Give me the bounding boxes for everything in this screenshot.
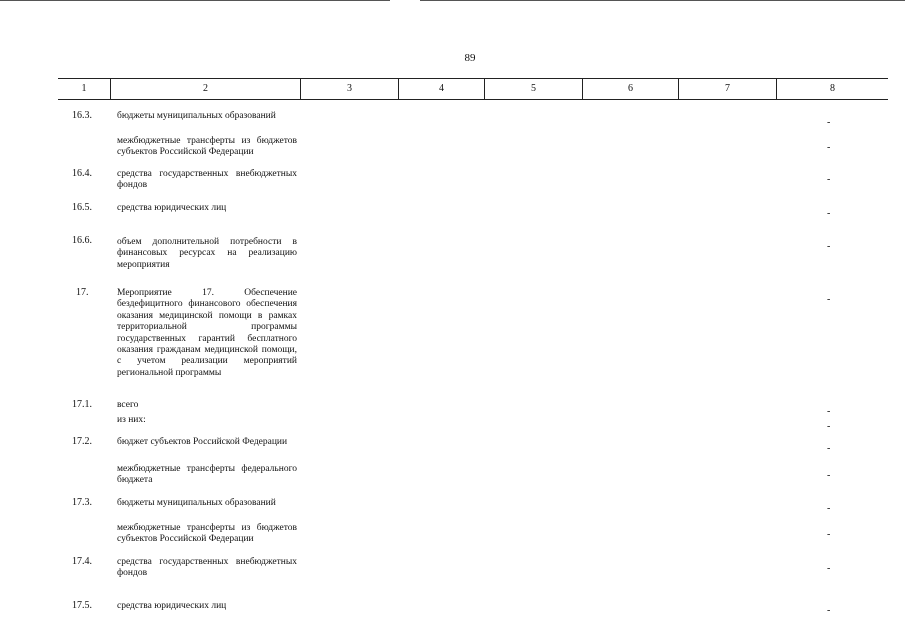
column-header-8: 8 bbox=[776, 79, 888, 99]
value-dash: - bbox=[827, 117, 831, 128]
value-dash: - bbox=[827, 208, 831, 219]
column-header-4: 4 bbox=[398, 79, 484, 99]
row-description: бюджеты муниципальных образований bbox=[117, 498, 276, 508]
page-number: 89 bbox=[464, 52, 476, 64]
value-dash: - bbox=[827, 294, 831, 305]
row-description: бюджеты муниципальных образований bbox=[117, 111, 276, 121]
row-description: средства государственных внебюджетных фондов bbox=[117, 557, 297, 579]
row-number: 17. bbox=[76, 287, 89, 298]
value-dash: - bbox=[827, 529, 831, 540]
row-number: 16.6. bbox=[72, 235, 92, 246]
value-dash: - bbox=[827, 443, 831, 454]
value-dash: - bbox=[827, 406, 831, 417]
row-description: межбюджетные трансферты из бюджетов субъектов Российской Федерации bbox=[117, 523, 297, 545]
row-number: 17.4. bbox=[72, 556, 92, 567]
row-description: Мероприятие 17. Обеспечение бездефицитного финансового обеспечения оказания медицинской помощи в рамках территориальной программы государственных гарантий бесплатного оказания гражданам медицинской помощи, с учетом реализации мероприятий региональной программы bbox=[117, 288, 297, 378]
value-dash: - bbox=[827, 563, 831, 574]
row-description: средства юридических лиц bbox=[117, 203, 227, 213]
value-dash: - bbox=[827, 142, 831, 153]
row-description: межбюджетные трансферты из бюджетов субъектов Российской Федерации bbox=[117, 136, 297, 158]
column-header-2: 2 bbox=[110, 79, 300, 99]
row-description: всего bbox=[117, 400, 139, 410]
row-number: 16.3. bbox=[72, 110, 92, 121]
column-header-1: 1 bbox=[81, 83, 87, 94]
row-number: 16.5. bbox=[72, 202, 92, 213]
value-dash: - bbox=[827, 241, 831, 252]
row-number: 17.5. bbox=[72, 600, 92, 611]
row-description: средства юридических лиц bbox=[117, 601, 227, 611]
row-number: 17.2. bbox=[72, 436, 92, 447]
row-description: объем дополнительной потребности в финансовых ресурсах на реализацию мероприятия bbox=[117, 237, 297, 270]
value-dash: - bbox=[827, 470, 831, 481]
row-number: 17.3. bbox=[72, 497, 92, 508]
value-dash: - bbox=[827, 605, 831, 616]
row-description: из них: bbox=[117, 415, 146, 425]
row-number: 17.1. bbox=[72, 399, 92, 410]
value-dash: - bbox=[827, 503, 831, 514]
value-dash: - bbox=[827, 174, 831, 185]
column-header-3: 3 bbox=[300, 79, 398, 99]
column-header-5: 5 bbox=[484, 79, 582, 99]
row-description: средства государственных внебюджетных фондов bbox=[117, 169, 297, 191]
value-dash: - bbox=[827, 421, 831, 432]
column-header-7: 7 bbox=[678, 79, 776, 99]
row-number: 16.4. bbox=[72, 168, 92, 179]
column-header-6: 6 bbox=[582, 79, 678, 99]
row-description: бюджет субъектов Российской Федерации bbox=[117, 437, 288, 447]
row-description: межбюджетные трансферты федерального бюджета bbox=[117, 464, 297, 486]
